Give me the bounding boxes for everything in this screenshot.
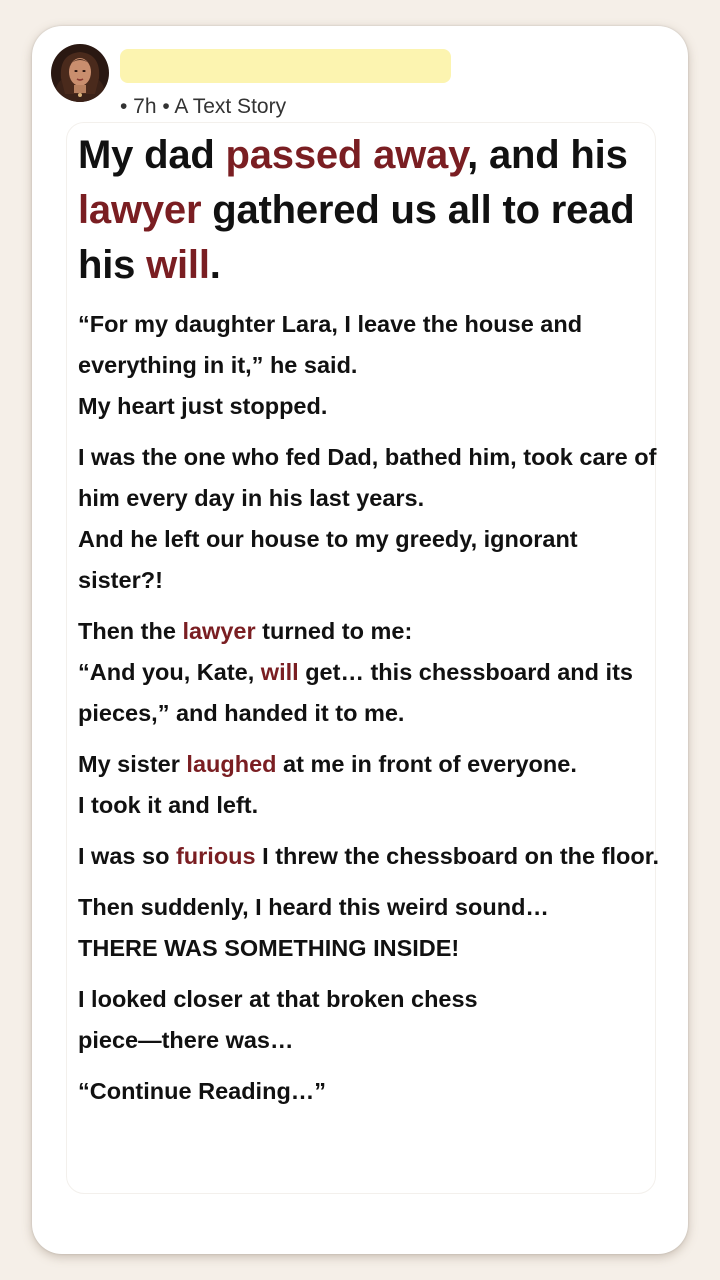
highlight-word: laughed — [186, 751, 277, 777]
paragraph: My sister laughed at me in front of everyone. I took it and left. — [78, 751, 577, 818]
post-card — [32, 26, 688, 1254]
author-name-placeholder[interactable] — [120, 49, 451, 83]
highlight-word: lawyer — [78, 188, 202, 232]
highlight-word: will — [146, 243, 210, 287]
paragraph: I was so furious I threw the chessboard on the floor. — [78, 843, 660, 869]
story-body — [78, 304, 668, 1122]
paragraph: I looked closer at that broken chess piece—there was… — [78, 986, 478, 1053]
highlight-word: furious — [175, 843, 256, 869]
story-title: My dad passed away, and his lawyer gathered us all to read his will. — [78, 133, 635, 287]
avatar[interactable] — [51, 44, 109, 102]
highlight-word: passed away — [225, 133, 468, 177]
paragraph: I was the one who fed Dad, bathed him, took care of him every day in his last years. And he left our house to my greedy, ignorant sister?! — [78, 444, 657, 593]
paragraph: “For my daughter Lara, I leave the house and everything in it,” he said. My heart just stopped. — [78, 311, 583, 419]
highlight-word: lawyer — [182, 618, 256, 644]
post-meta: • 7h • A Text Story — [120, 95, 287, 118]
continue-reading-link[interactable]: “Continue Reading…” — [78, 1078, 327, 1104]
paragraph: Then suddenly, I heard this weird sound… THERE WAS SOMETHING INSIDE! — [78, 894, 549, 961]
paragraph: Then the lawyer turned to me: “And you, Kate, will get… this chessboard and its pieces,” and handed it to me. — [78, 618, 633, 726]
highlight-word: will — [260, 659, 299, 685]
profile-photo-icon — [51, 44, 109, 102]
